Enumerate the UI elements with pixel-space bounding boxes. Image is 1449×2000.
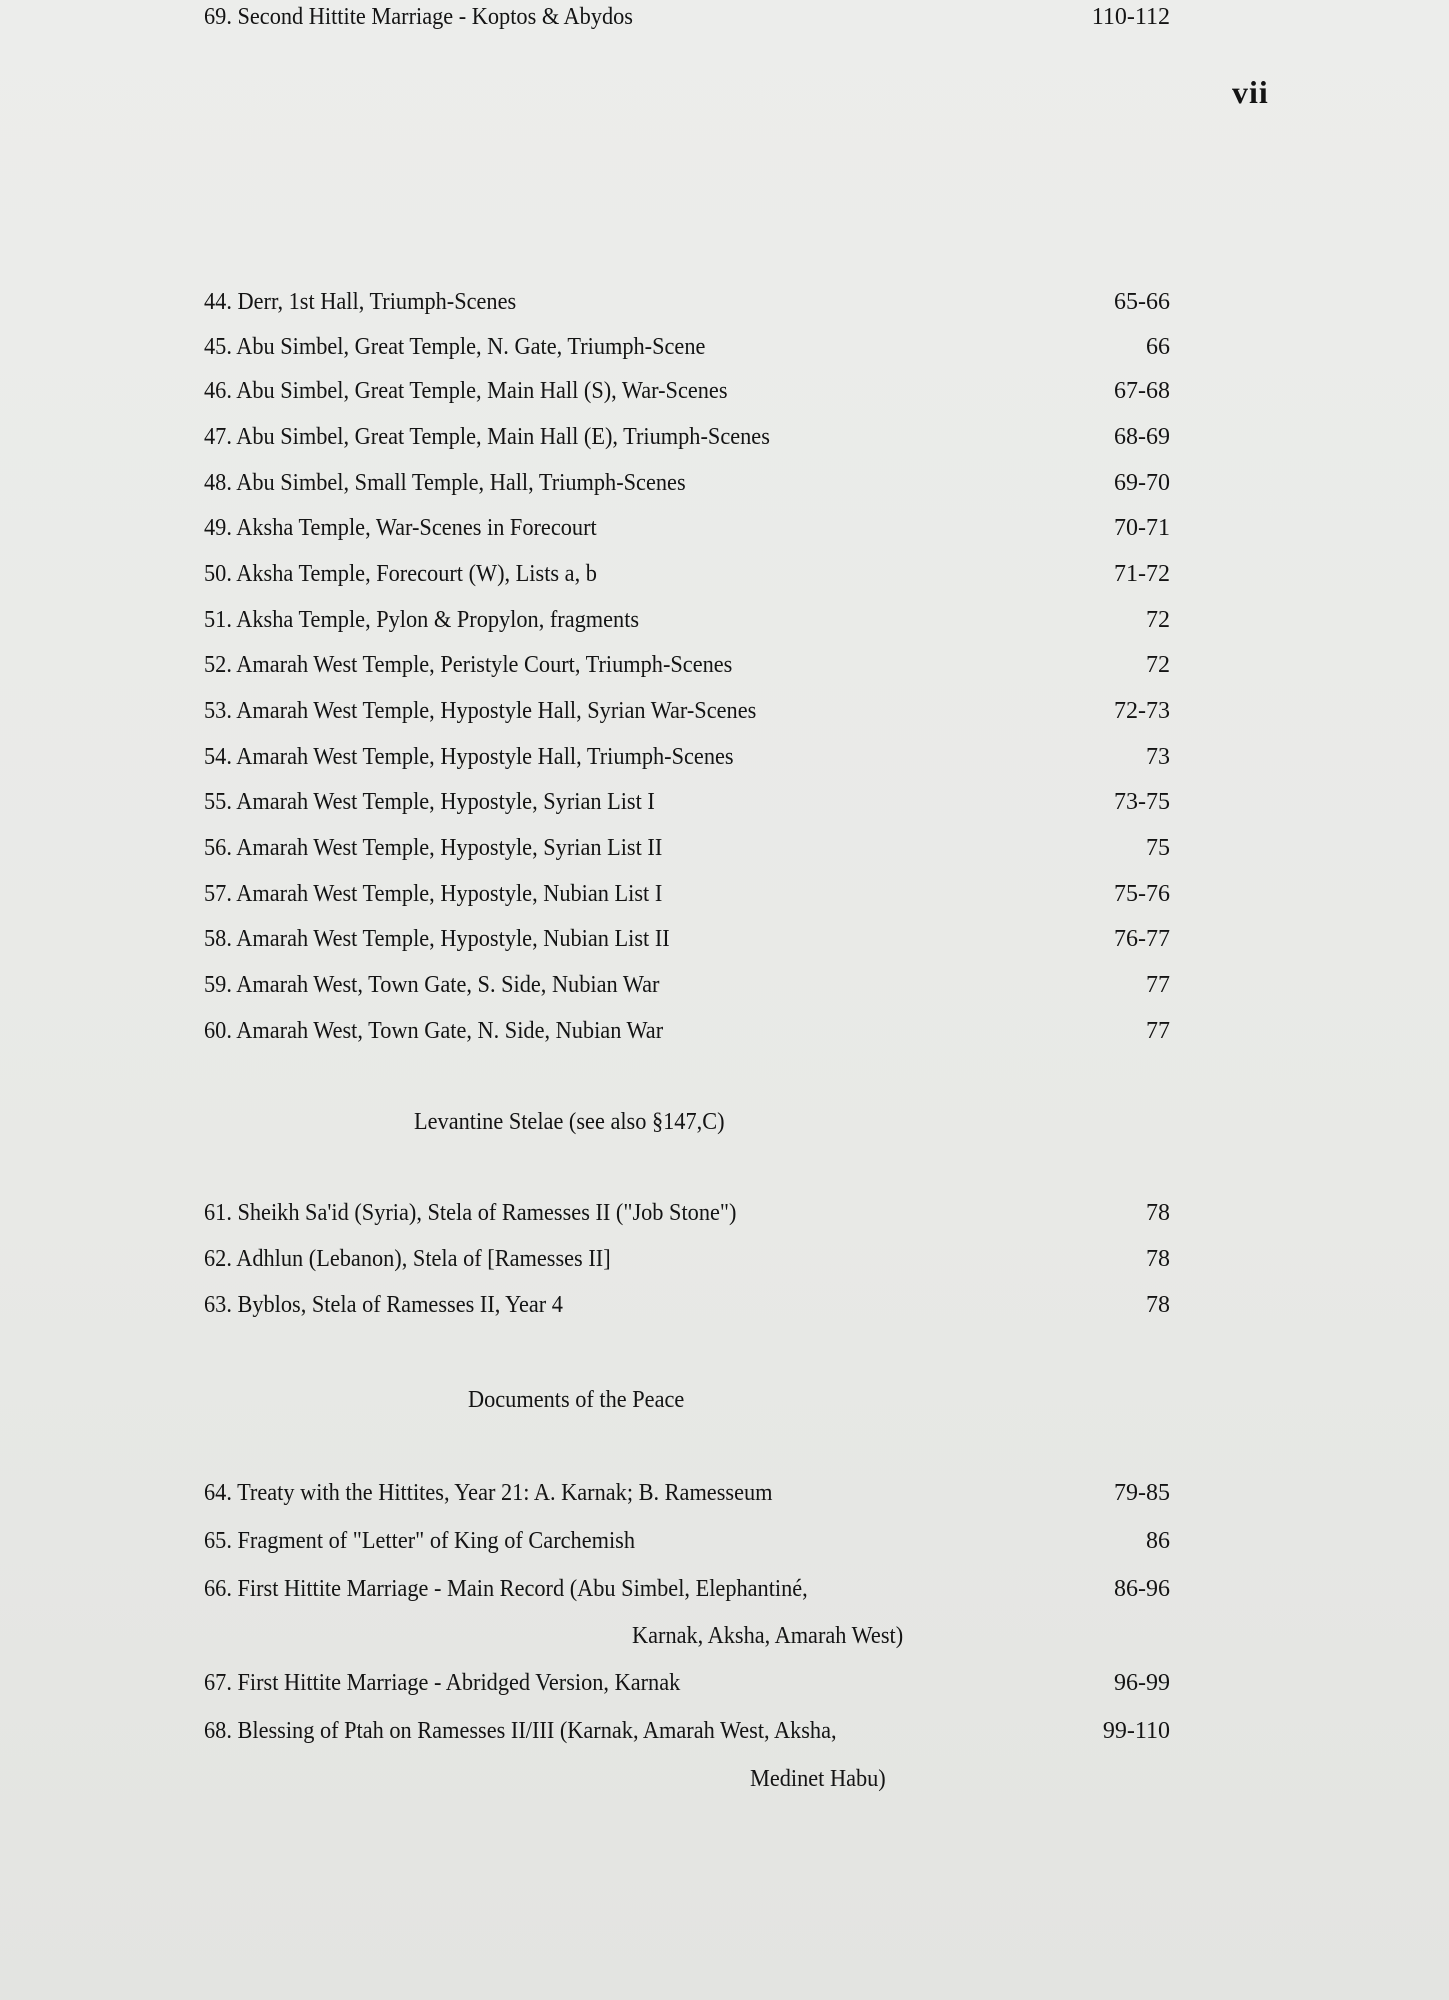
- toc-entry-pages: 96-99: [1114, 1670, 1170, 1696]
- toc-entry: [204, 1242, 1170, 1276]
- toc-entry-title: 57. Amarah West Temple, Hypostyle, Nubian List I: [204, 881, 663, 907]
- toc-entry-pages: 78: [1146, 1292, 1170, 1318]
- toc-entry-title: 67. First Hittite Marriage - Abridged Version, Karnak: [204, 1670, 681, 1696]
- toc-entry-title: 62. Adhlun (Lebanon), Stela of [Ramesses II]: [204, 1246, 611, 1272]
- toc-entry: [204, 785, 1170, 819]
- toc-entry-title: 48. Abu Simbel, Small Temple, Hall, Triumph-Scenes: [204, 470, 686, 496]
- toc-entry-title: 47. Abu Simbel, Great Temple, Main Hall (E), Triumph-Scenes: [204, 424, 770, 450]
- toc-entry: [204, 420, 1170, 454]
- toc-entry-pages: 71-72: [1114, 561, 1170, 587]
- toc-entry: [204, 648, 1170, 682]
- toc-entry-pages: 65-66: [1114, 289, 1170, 315]
- toc-entry: [204, 466, 1170, 500]
- toc-entry-pages: 72: [1146, 607, 1170, 633]
- toc-entry: [204, 1014, 1170, 1048]
- toc-entry: [204, 831, 1170, 865]
- toc-entry-title: 61. Sheikh Sa'id (Syria), Stela of Ramesses II ("Job Stone"): [204, 1200, 737, 1226]
- toc-entry-title: 46. Abu Simbel, Great Temple, Main Hall (S), War-Scenes: [204, 378, 728, 404]
- toc-entry-pages: 72: [1146, 652, 1170, 678]
- toc-entry-pages: 70-71: [1114, 515, 1170, 541]
- toc-entry: [204, 877, 1170, 911]
- toc-entry-pages: 75: [1146, 835, 1170, 861]
- toc-entry-title: 56. Amarah West Temple, Hypostyle, Syrian List II: [204, 835, 663, 861]
- toc-entry: [204, 285, 1170, 319]
- toc-entry-pages: 72-73: [1114, 698, 1170, 724]
- toc-entry: [204, 740, 1170, 774]
- toc-entry-title: 52. Amarah West Temple, Peristyle Court, Triumph-Scenes: [204, 652, 733, 678]
- toc-entry-pages: 68-69: [1114, 424, 1170, 450]
- toc-entry-pages: 86: [1146, 1528, 1170, 1554]
- toc-entry: [204, 1288, 1170, 1322]
- toc-entry-pages: 73: [1146, 744, 1170, 770]
- toc-entry-title: 53. Amarah West Temple, Hypostyle Hall, Syrian War-Scenes: [204, 698, 757, 724]
- toc-entry-pages: 69-70: [1114, 470, 1170, 496]
- toc-entry-title: 69. Second Hittite Marriage - Koptos & Abydos: [204, 4, 633, 30]
- toc-entry-title: 54. Amarah West Temple, Hypostyle Hall, Triumph-Scenes: [204, 744, 734, 770]
- toc-entry-pages: 99-110: [1102, 1718, 1170, 1744]
- toc-entry-title: 51. Aksha Temple, Pylon & Propylon, fragments: [204, 607, 640, 633]
- toc-entry-title: 49. Aksha Temple, War-Scenes in Forecourt: [204, 515, 597, 541]
- toc-entry: [204, 557, 1170, 591]
- toc-entry: [204, 0, 1170, 34]
- toc-entry: [204, 511, 1170, 545]
- toc-entry-title: 60. Amarah West, Town Gate, N. Side, Nubian War: [204, 1018, 664, 1044]
- section-heading-peace: Documents of the Peace: [468, 1387, 685, 1413]
- toc-entry-title: 55. Amarah West Temple, Hypostyle, Syrian List I: [204, 789, 655, 815]
- toc-entry-pages: 67-68: [1114, 378, 1170, 404]
- toc-entry: [204, 1666, 1170, 1700]
- toc-entry-pages: 79-85: [1114, 1480, 1170, 1506]
- toc-entry-pages: 86-96: [1114, 1576, 1170, 1602]
- toc-entry-pages: 77: [1146, 1018, 1170, 1044]
- toc-entry-pages: 73-75: [1114, 789, 1170, 815]
- toc-entry-pages: 78: [1146, 1200, 1170, 1226]
- toc-entry-pages: 76-77: [1114, 926, 1170, 952]
- toc-entry-pages: 75-76: [1114, 881, 1170, 907]
- toc-entry-title: 45. Abu Simbel, Great Temple, N. Gate, Triumph-Scene: [204, 334, 706, 360]
- toc-entry-title: 66. First Hittite Marriage - Main Record (Abu Simbel, Elephantiné,: [204, 1576, 808, 1602]
- toc-entry-pages: 66: [1146, 334, 1170, 360]
- toc-entry: [204, 1524, 1170, 1558]
- page-number: vii: [1232, 74, 1269, 110]
- toc-entry: [204, 330, 1170, 364]
- toc-entry-pages: 78: [1146, 1246, 1170, 1272]
- toc-entry: [204, 603, 1170, 637]
- toc-entry-title: 50. Aksha Temple, Forecourt (W), Lists a, b: [204, 561, 597, 587]
- toc-entry: [204, 968, 1170, 1002]
- toc-entry-title: 58. Amarah West Temple, Hypostyle, Nubian List II: [204, 926, 670, 952]
- toc-entry: [204, 374, 1170, 408]
- section-heading-levantine: Levantine Stelae (see also §147,C): [414, 1109, 725, 1135]
- toc-entry-continuation: Karnak, Aksha, Amarah West): [632, 1623, 904, 1649]
- toc-entry-pages: 110-112: [1091, 4, 1170, 30]
- toc-entry-title: 63. Byblos, Stela of Ramesses II, Year 4: [204, 1292, 563, 1318]
- toc-entry: [204, 922, 1170, 956]
- toc-entry: [204, 694, 1170, 728]
- toc-entry-title: 44. Derr, 1st Hall, Triumph-Scenes: [204, 289, 517, 315]
- toc-entry-title: 64. Treaty with the Hittites, Year 21: A. Karnak; B. Ramesseum: [204, 1480, 773, 1506]
- toc-entry-continuation: Medinet Habu): [750, 1766, 886, 1792]
- toc-entry: [204, 1714, 1170, 1748]
- toc-entry-title: 59. Amarah West, Town Gate, S. Side, Nubian War: [204, 972, 660, 998]
- toc-entry: [204, 1572, 1170, 1606]
- toc-entry-title: 65. Fragment of "Letter" of King of Carchemish: [204, 1528, 636, 1554]
- toc-entry-title: 68. Blessing of Ptah on Ramesses II/III (Karnak, Amarah West, Aksha,: [204, 1718, 837, 1744]
- toc-entry: [204, 1476, 1170, 1510]
- toc-entry: [204, 1196, 1170, 1230]
- toc-entry-pages: 77: [1146, 972, 1170, 998]
